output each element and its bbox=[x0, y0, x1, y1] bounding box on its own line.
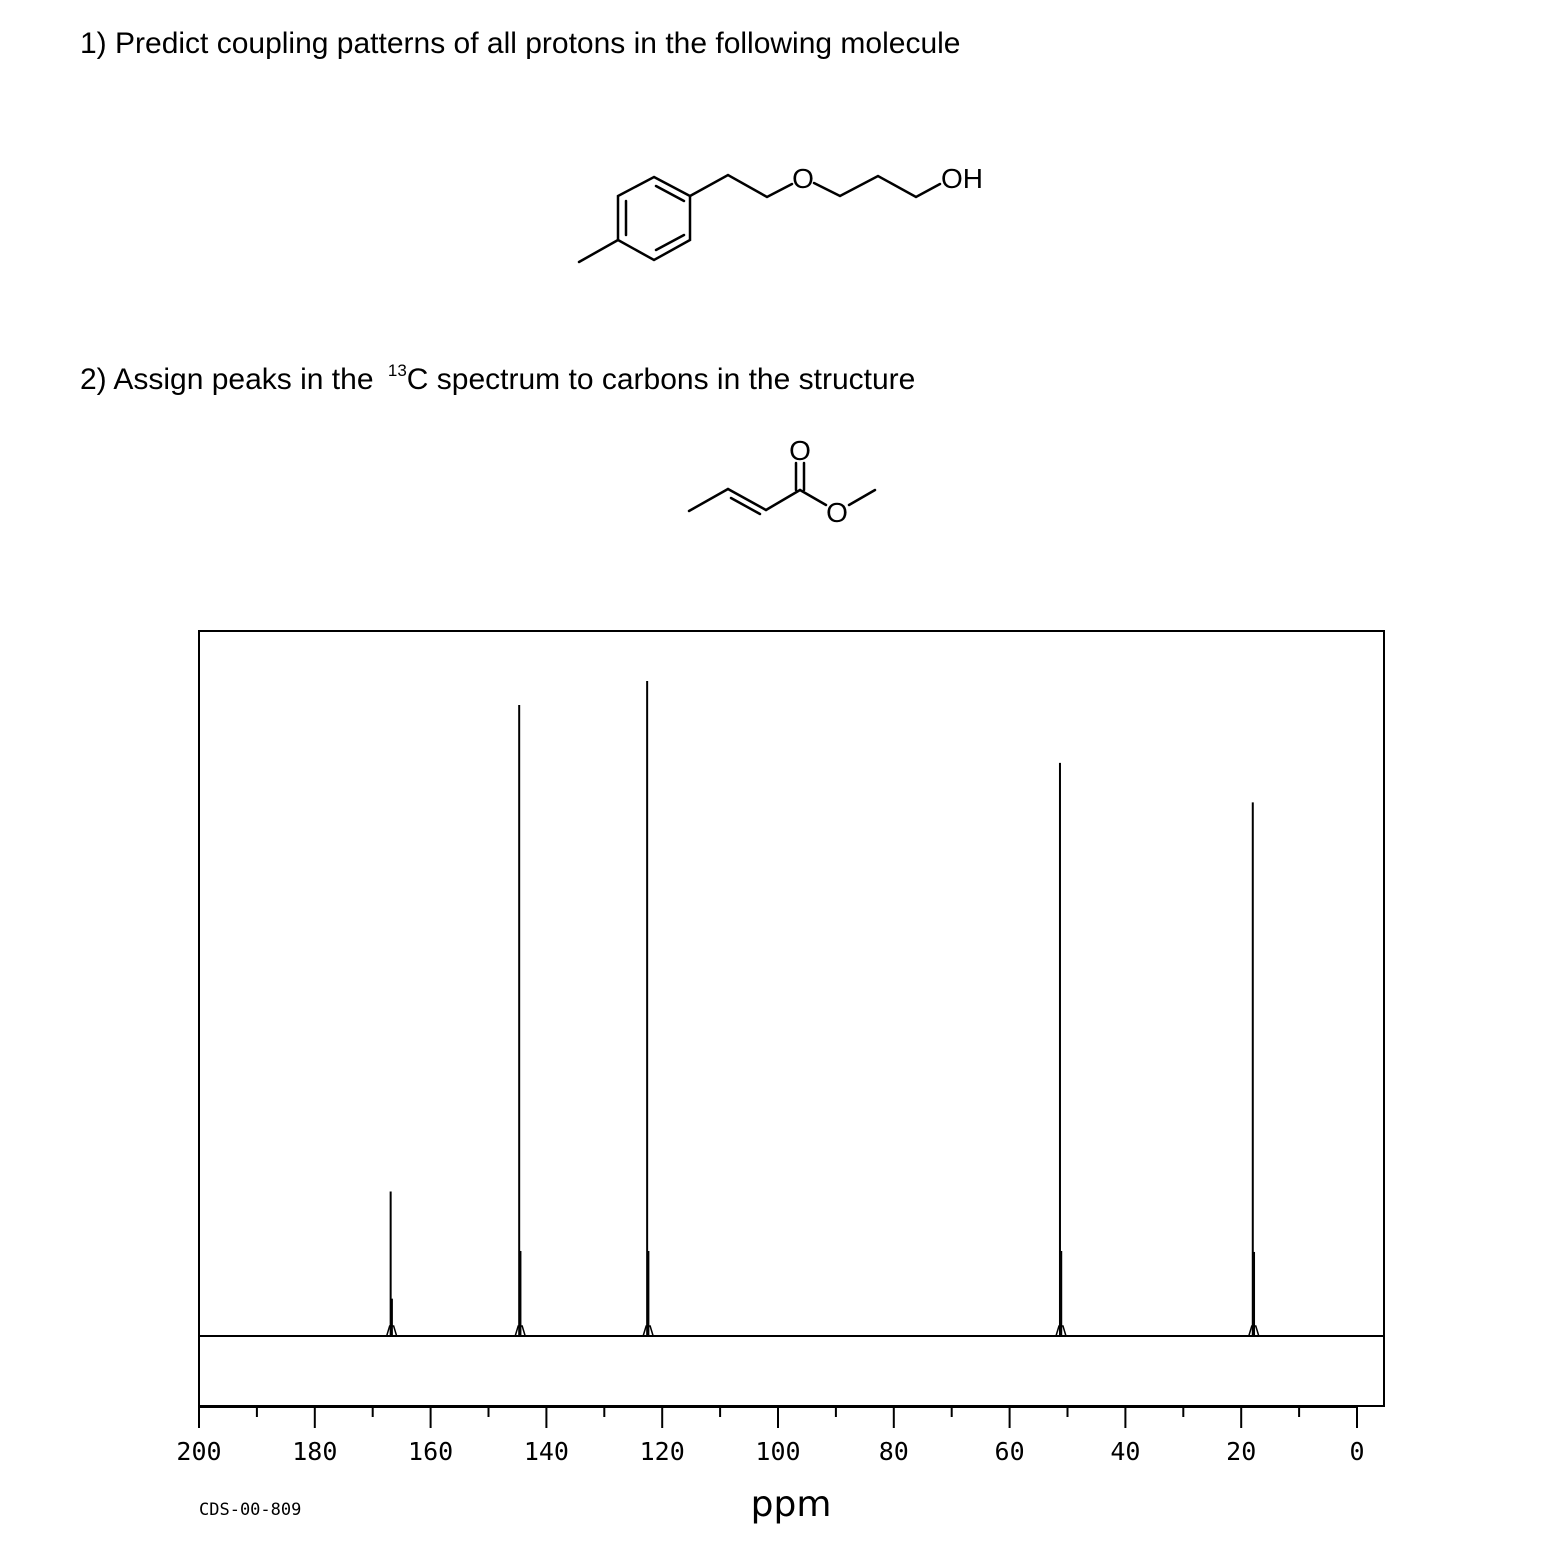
x-axis-tick-label: 120 bbox=[639, 1437, 685, 1466]
question-2-prefix: 2) Assign peaks in the bbox=[80, 363, 382, 396]
structure-1-hydroxyl-label: OH bbox=[941, 163, 983, 194]
x-axis-tick-label: 20 bbox=[1226, 1437, 1257, 1466]
x-axis-tick-label: 100 bbox=[755, 1437, 801, 1466]
sample-id: CDS-00-809 bbox=[199, 1500, 302, 1520]
x-axis-tick-label: 200 bbox=[176, 1437, 222, 1466]
x-axis-tick-label: 60 bbox=[994, 1437, 1025, 1466]
spectrum-peak bbox=[1249, 802, 1259, 1336]
spectrum-peak bbox=[1056, 763, 1066, 1336]
x-axis-tick-label: 160 bbox=[408, 1437, 454, 1466]
spectrum-peaks bbox=[387, 681, 1259, 1336]
spectrum-peak bbox=[643, 681, 653, 1336]
x-axis-tick-label: 80 bbox=[878, 1437, 909, 1466]
structure-2-carbonyl-oxygen-label: O bbox=[789, 435, 811, 466]
question-1-text: 1) Predict coupling patterns of all protons in the following molecule bbox=[80, 27, 961, 60]
x-axis-tick-label: 40 bbox=[1110, 1437, 1141, 1466]
x-axis-tick-label: 180 bbox=[292, 1437, 338, 1466]
question-2-suffix: C spectrum to carbons in the structure bbox=[406, 363, 916, 396]
x-axis-tick-label: 140 bbox=[523, 1437, 569, 1466]
structure-1-oxygen-label: O bbox=[792, 163, 814, 194]
spectrum-frame bbox=[199, 631, 1384, 1406]
structure-2-ester-oxygen-label: O bbox=[826, 497, 848, 528]
spectrum-peak bbox=[387, 1191, 397, 1336]
spectrum-peak bbox=[515, 705, 525, 1336]
x-axis-ticks bbox=[176, 1407, 1364, 1466]
question-2-superscript: 13 bbox=[387, 361, 407, 380]
x-axis-title: ppm bbox=[750, 1484, 832, 1525]
x-axis-tick-label: 0 bbox=[1349, 1437, 1365, 1466]
